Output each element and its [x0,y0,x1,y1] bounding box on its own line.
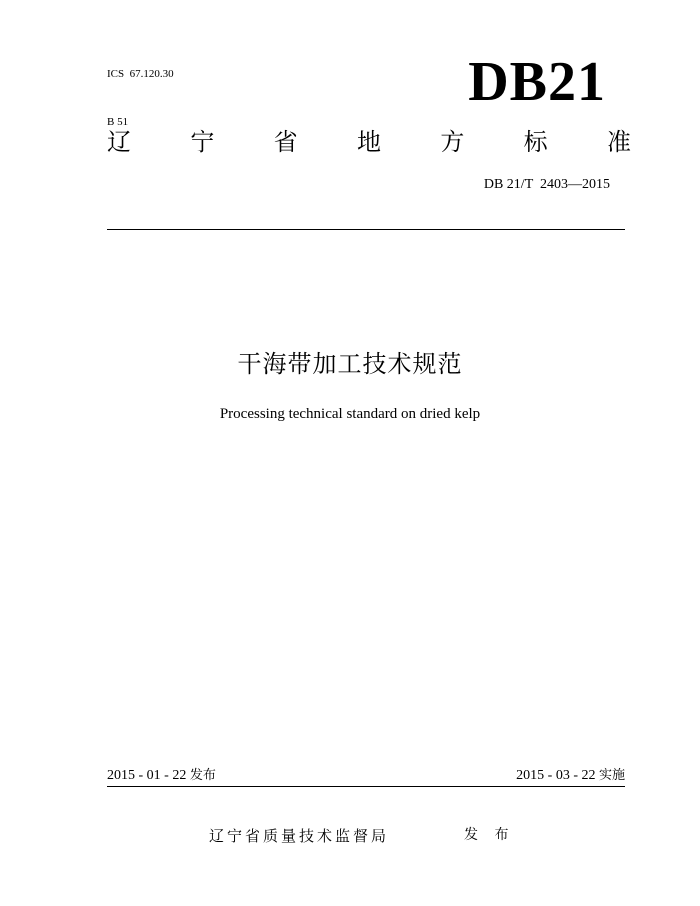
issuing-authority: 辽宁省质量技术监督局 [209,827,390,845]
implement-date-value: 2015 - 03 - 22 [516,768,599,783]
standard-number: DB 21/T 2403—2015 [483,177,610,192]
document-title-chinese: 干海带加工技术规范 [237,350,463,378]
release-label: 发布 [189,768,216,783]
ccs-code: B 51 [107,116,129,128]
top-divider [107,229,625,230]
standard-type-char: 辽 [107,128,131,156]
release-date [107,766,216,786]
implement-label: 实施 [598,768,625,783]
release-date-value: 2015 - 01 - 22 [107,768,190,783]
bottom-divider [107,786,625,787]
document-title-english: Processing technical standard on dried kelp [219,406,481,422]
issue-label: 发 布 [464,827,515,843]
standard-type-heading [107,126,631,158]
db-code-logo: DB21 [468,51,606,113]
implement-date [516,766,625,786]
standard-type-char: 方 [440,128,465,156]
standard-type-char: 准 [606,128,631,156]
standard-type-char: 地 [356,128,381,156]
standard-type-char: 标 [523,128,548,156]
standard-type-char: 宁 [190,128,215,156]
dates-row [107,766,625,786]
ics-code: ICS 67.120.30 [107,68,174,80]
standard-type-char: 省 [273,128,298,156]
